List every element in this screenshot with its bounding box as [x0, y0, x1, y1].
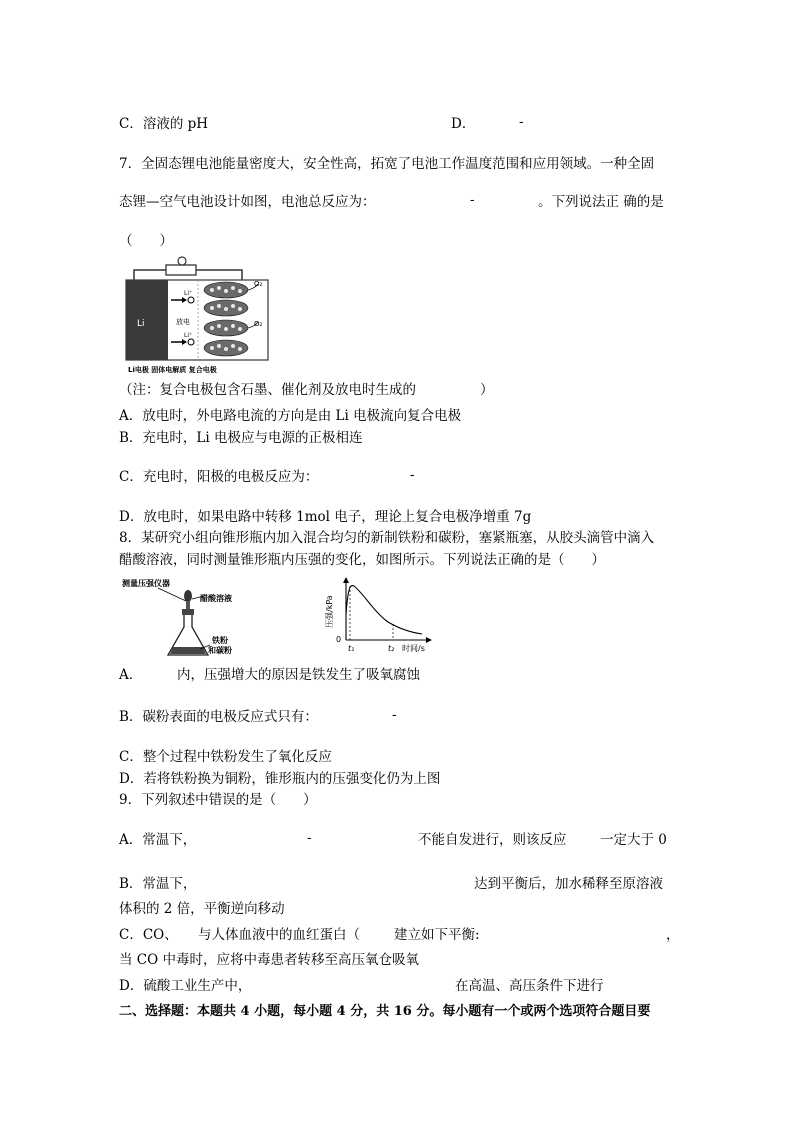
acetic-acid-label: 醋酸溶液 [200, 594, 232, 603]
li-electrode-label: Li [137, 319, 145, 329]
graph-origin: 0 [336, 635, 342, 644]
q9-option-a-part3: 一定大于 0 [600, 832, 667, 848]
q9-option-c-part4: 当 CO 中毒时，应将中毒患者转移至高压氧仓吸氧 [119, 952, 419, 968]
q8-stem-line2: 醋酸溶液，同时测量锥形瓶内压强的变化，如图所示。下列说法正确的是（ ） [119, 552, 605, 568]
q9-option-d-part1: D．硫酸工业生产中， [119, 978, 252, 994]
discharge-label: 放电 [176, 318, 190, 326]
q9-option-c-comma: ， [666, 927, 680, 943]
q9-option-a-dash: - [307, 830, 312, 846]
q8-option-b-dash: - [392, 707, 397, 723]
q9-option-a-part1: A．常温下， [119, 832, 197, 848]
q8-option-c: C．整个过程中铁粉发生了氧化反应 [119, 749, 332, 765]
q7-stem-line2a: 态锂—空气电池设计如图，电池总反应为： [119, 194, 376, 210]
q8-option-a-label: A． [119, 667, 143, 683]
q7-stem-line2-dash: - [470, 192, 475, 208]
q8-option-a: 内，压强增大的原因是铁发生了吸氧腐蚀 [177, 667, 420, 683]
graph-t1: t₁ [348, 644, 355, 653]
o2-label-top: O₂ [254, 280, 263, 288]
q7-answer-paren: （ ） [119, 233, 173, 249]
battery-figure [122, 256, 272, 376]
q8-option-d: D．若将铁粉换为铜粉，锥形瓶内的压强变化仍为上图 [119, 771, 441, 787]
q9-option-c-part1: C．CO、 [119, 927, 178, 943]
q9-option-b-part2: 达到平衡后，加水稀释至原溶液 [474, 876, 663, 892]
q7-option-b: B．充电时，Li 电极应与电源的正极相连 [119, 430, 363, 446]
battery-figure-caption: Li电极 固体电解质 复合电极 [128, 366, 217, 374]
pressure-graph [318, 574, 436, 656]
section-2-heading: 二、选择题：本题共 4 小题，每小题 4 分，共 16 分。每小题有一个或两个选项符合题目要 [119, 1004, 651, 1019]
q9-option-d-part2: 在高温、高压条件下进行 [455, 978, 604, 994]
li-ion-label-bottom: Li⁺ [184, 332, 193, 339]
q7-stem-line2b: 。下列说法正 确的是 [538, 194, 664, 210]
q7-note: （注：复合电极包含石墨、催化剂及放电时生成的 [119, 382, 416, 398]
iron-powder-label: 铁粉 [212, 636, 228, 645]
carbon-powder-label: 和碳粉 [208, 646, 232, 655]
pressure-device-label: 测量压强仪器 [122, 579, 170, 588]
graph-t2: t₂ [388, 644, 395, 653]
li-ion-label-top: Li⁺ [184, 290, 193, 297]
o2-label-bottom: O₂ [254, 320, 263, 328]
q9-option-a-part2: 不能自发进行，则该反应 [418, 832, 567, 848]
q9-option-c-part3: 建立如下平衡: [394, 927, 480, 943]
q7-option-c: C．充电时，阳极的电极反应为： [119, 469, 319, 485]
graph-y-label: 压强/kPa [325, 595, 334, 628]
q7-stem-line1: 7．全固态锂电池能量密度大，安全性高，拓宽了电池工作温度范围和应用领域。一种全固 [119, 156, 655, 172]
q6-option-d: D． [451, 116, 476, 132]
q9-option-b-part3: 体积的 2 倍，平衡逆向移动 [119, 901, 285, 917]
q7-option-c-dash: - [410, 467, 415, 483]
q9-option-b-part1: B．常温下， [119, 876, 197, 892]
flask-figure [120, 575, 260, 660]
q8-stem-line1: 8．某研究小组向锥形瓶内加入混合均匀的新制铁粉和碳粉，塞紧瓶塞，从胶头滴管中滴入 [119, 530, 655, 546]
q6-option-c: C．溶液的 pH [119, 116, 209, 132]
q8-option-b: B．碳粉表面的电极反应式只有： [119, 709, 318, 725]
q6-option-d-dash: - [519, 114, 524, 130]
q7-option-a: A．放电时，外电路电流的方向是由 Li 电极流向复合电极 [119, 408, 462, 424]
q9-option-c-part2: 与人体血液中的血红蛋白（ [198, 927, 360, 943]
q9-stem: 9．下列叙述中错误的是（ ） [119, 792, 317, 808]
graph-x-label: 时间/s [402, 644, 425, 653]
q7-note-close: ） [480, 382, 494, 398]
q7-option-d: D．放电时，如果电路中转移 1mol 电子，理论上复合电极净增重 7g [119, 509, 532, 525]
